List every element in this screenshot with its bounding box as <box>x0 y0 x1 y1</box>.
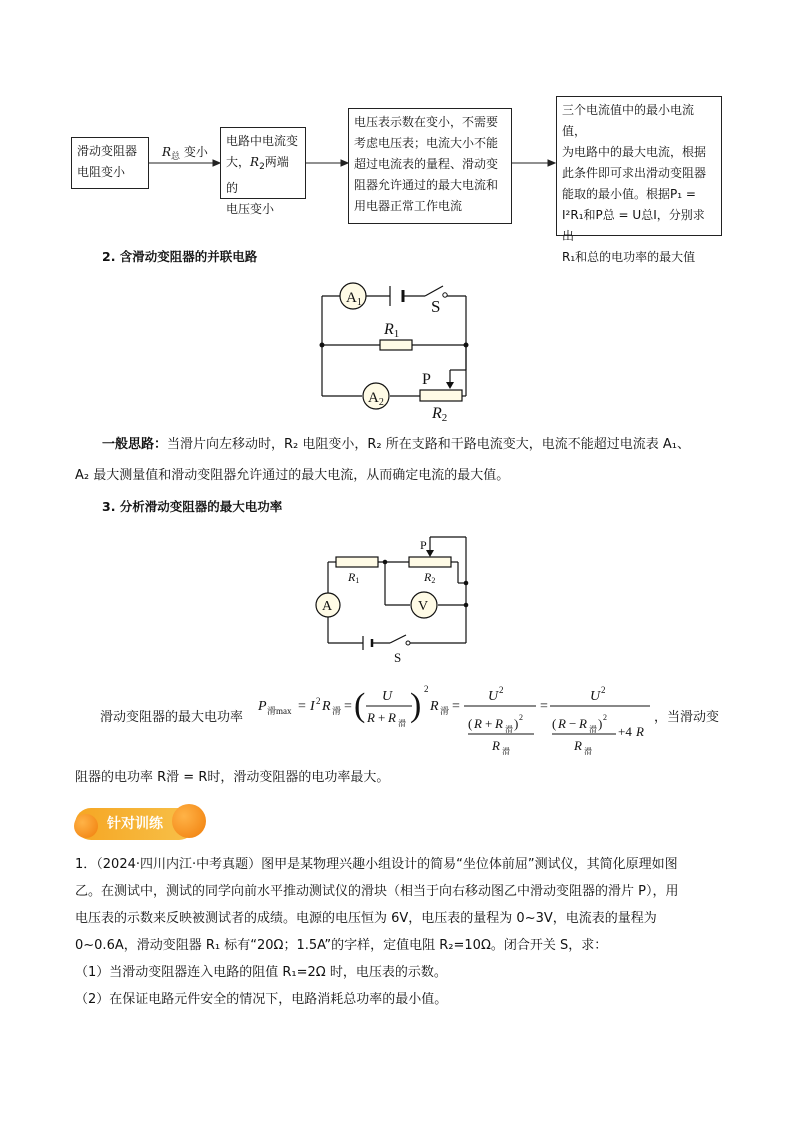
parallel-circuit-diagram <box>300 278 490 423</box>
box2-text: 两端的 <box>226 155 289 195</box>
section-2-analysis-line-1 <box>102 436 690 454</box>
section-2-heading: 2. 含滑动变阻器的并联电路 <box>102 249 258 264</box>
svg-text:): ) <box>410 687 422 724</box>
svg-text:=: = <box>298 699 306 714</box>
box2-prefix: 大， <box>226 155 251 169</box>
power-conclusion: 阻器的电功率 R滑 = R时，滑动变阻器的电功率最大。 <box>75 770 390 785</box>
svg-text:=: = <box>540 699 548 714</box>
flow-box-4-line-4: 能取的最小值。根据P₁ = <box>562 187 696 201</box>
question-1-part-1: （1）当滑动变阻器连入电路的阻值 R₁=2Ω 时，电压表的示数。 <box>75 965 447 980</box>
flow-box-2-line-2 <box>226 152 300 199</box>
svg-text:R: R <box>574 738 582 753</box>
svg-text:U: U <box>488 689 499 704</box>
flow-box-4 <box>556 96 722 264</box>
question-1-line-2: 乙。在测试中，测试的同学向前水平推动测试仪的滑块（相当于向右移动图乙中滑动变阻器的滑片 P），用 <box>75 884 679 899</box>
svg-text:R: R <box>388 710 396 725</box>
svg-text:P: P <box>258 699 267 714</box>
r-total-sub: 总 <box>171 152 181 162</box>
flow-box-3-line-4: 阻器允许通过的最大电流和 <box>354 178 499 192</box>
svg-text:2: 2 <box>519 713 523 722</box>
label-r2: R2 <box>432 405 448 423</box>
flow-box-4-line-2: 为电路中的最大电流，根据 <box>562 145 707 159</box>
flow-box-3 <box>348 108 512 224</box>
svg-text:2: 2 <box>424 684 429 694</box>
svg-text:R: R <box>558 716 566 731</box>
question-1-line-4: 0~0.6A，滑动变阻器 R₁ 标有“20Ω；1.5A”的字样，定值电阻 R₂=10Ω。闭合开关 S，求： <box>75 938 608 953</box>
label-a: A <box>322 599 333 614</box>
svg-text:R: R <box>322 699 331 714</box>
max-power-formula <box>254 680 654 760</box>
practice-badge: 针对训练 <box>75 808 195 840</box>
flow-box-4-line-1: 三个电流值中的最小电流值， <box>562 103 695 138</box>
svg-text:=: = <box>344 699 352 714</box>
label-s: S <box>431 297 441 316</box>
svg-text:滑: 滑 <box>584 747 592 756</box>
rheostat-r2 <box>409 557 451 567</box>
svg-text:2: 2 <box>601 685 606 695</box>
label-s: S <box>394 650 402 665</box>
svg-text:滑: 滑 <box>502 747 510 756</box>
svg-text:−: − <box>569 716 577 731</box>
r-total-symbol: R <box>162 145 172 159</box>
section-2-analysis-line-2: A₂ 最大测量值和滑动变阻器允许通过的最大电流，从而确定电流的最大值。 <box>75 468 510 483</box>
label-v: V <box>418 599 429 614</box>
svg-text:U: U <box>590 689 601 704</box>
label-a2: $A_2$ <box>368 390 384 408</box>
power-formula-suffix: ，当滑动变 <box>654 710 720 725</box>
svg-text:滑max: 滑max <box>267 706 292 716</box>
question-1-line-1: 1．（2024·四川内江·中考真题）图甲是某物理兴趣小组设计的简易“坐位体前屈”测试仪，其简化原理如图 <box>75 857 678 872</box>
label-a1: $A_1$ <box>346 290 362 308</box>
svg-text:2: 2 <box>603 713 607 722</box>
svg-text:2: 2 <box>316 696 321 706</box>
svg-text:R: R <box>474 716 482 731</box>
flow-box-3-line-3: 超过电流表的量程、滑动变 <box>354 157 499 171</box>
flow-box-2-line-1: 电路中电流变 <box>226 134 299 148</box>
question-1-part-2: （2）在保证电路元件安全的情况下，电路消耗总功率的最小值。 <box>75 992 448 1007</box>
box2-sub: 2 <box>259 162 265 172</box>
flow-box-1-line-2: 电阻变小 <box>77 165 126 179</box>
flow-box-3-line-2: 考虑电压表；电流大小不能 <box>354 136 499 150</box>
rheostat-r2 <box>420 390 462 401</box>
flow-box-4-line-6: R₁和总的电功率的最大值 <box>562 250 696 264</box>
svg-text:R: R <box>430 699 439 714</box>
svg-text:(: ( <box>354 687 366 724</box>
svg-text:滑: 滑 <box>505 725 513 734</box>
svg-text:2: 2 <box>499 685 504 695</box>
analysis-text-1: 当滑片向左移动时，R₂ 电阻变小，R₂ 所在支路和干路电流变大，电流不能超过电流表 A₁、 <box>167 437 691 452</box>
svg-text:R: R <box>495 716 503 731</box>
label-r2: R2 <box>424 570 436 585</box>
flow-box-2 <box>220 127 306 216</box>
label-p: P <box>422 371 431 388</box>
svg-text:滑: 滑 <box>398 719 406 728</box>
svg-text:=: = <box>452 699 460 714</box>
analysis-lead: 一般思路： <box>102 437 168 452</box>
svg-text:滑: 滑 <box>589 725 597 734</box>
svg-text:(: ( <box>552 716 557 731</box>
resistor-r1 <box>336 557 378 567</box>
svg-text:滑: 滑 <box>332 706 342 716</box>
svg-text:R: R <box>492 738 500 753</box>
svg-text:(: ( <box>468 716 473 731</box>
flow-box-4-line-3: 此条件即可求出滑动变阻器 <box>562 166 707 180</box>
svg-text:R: R <box>367 710 375 725</box>
resistor-r1 <box>380 340 412 350</box>
flow-box-4-line-5: I²R₁和P总 = U总I，分别求出 <box>562 208 705 243</box>
svg-text:+: + <box>378 710 386 725</box>
svg-text:I: I <box>310 699 315 714</box>
svg-text:U: U <box>382 689 393 704</box>
svg-text:R: R <box>636 724 644 739</box>
svg-text:R: R <box>579 716 587 731</box>
orange-icon <box>172 804 206 838</box>
label-p: P <box>420 538 427 552</box>
flow-box-3-line-5: 用电器正常工作电流 <box>354 199 463 213</box>
svg-text:): ) <box>598 716 603 731</box>
svg-text:+4: +4 <box>618 724 632 739</box>
flow-box-2-line-3: 电压变小 <box>226 202 275 216</box>
label-r1: R1 <box>348 570 360 585</box>
flow-arrow-1-label <box>162 143 208 166</box>
svg-text:滑: 滑 <box>440 706 450 716</box>
box2-symbol: R <box>250 155 260 169</box>
svg-text:): ) <box>514 716 519 731</box>
r-total-text: 变小 <box>183 145 208 159</box>
power-circuit-diagram <box>308 535 480 665</box>
question-1-line-3: 电压表的示数来反映被测试者的成绩。电源的电压恒为 6V，电压表的量程为 0~3V，电流表的量程为 <box>75 911 657 926</box>
svg-text:+: + <box>485 716 493 731</box>
section-3-heading: 3. 分析滑动变阻器的最大电功率 <box>102 499 283 514</box>
label-r1: R1 <box>384 321 400 340</box>
flow-box-1-line-1: 滑动变阻器 <box>77 144 138 158</box>
flow-box-3-line-1: 电压表示数在变小，不需要 <box>354 115 499 129</box>
orange-icon <box>74 814 98 838</box>
power-formula-prefix: 滑动变阻器的最大电功率 <box>100 710 244 725</box>
